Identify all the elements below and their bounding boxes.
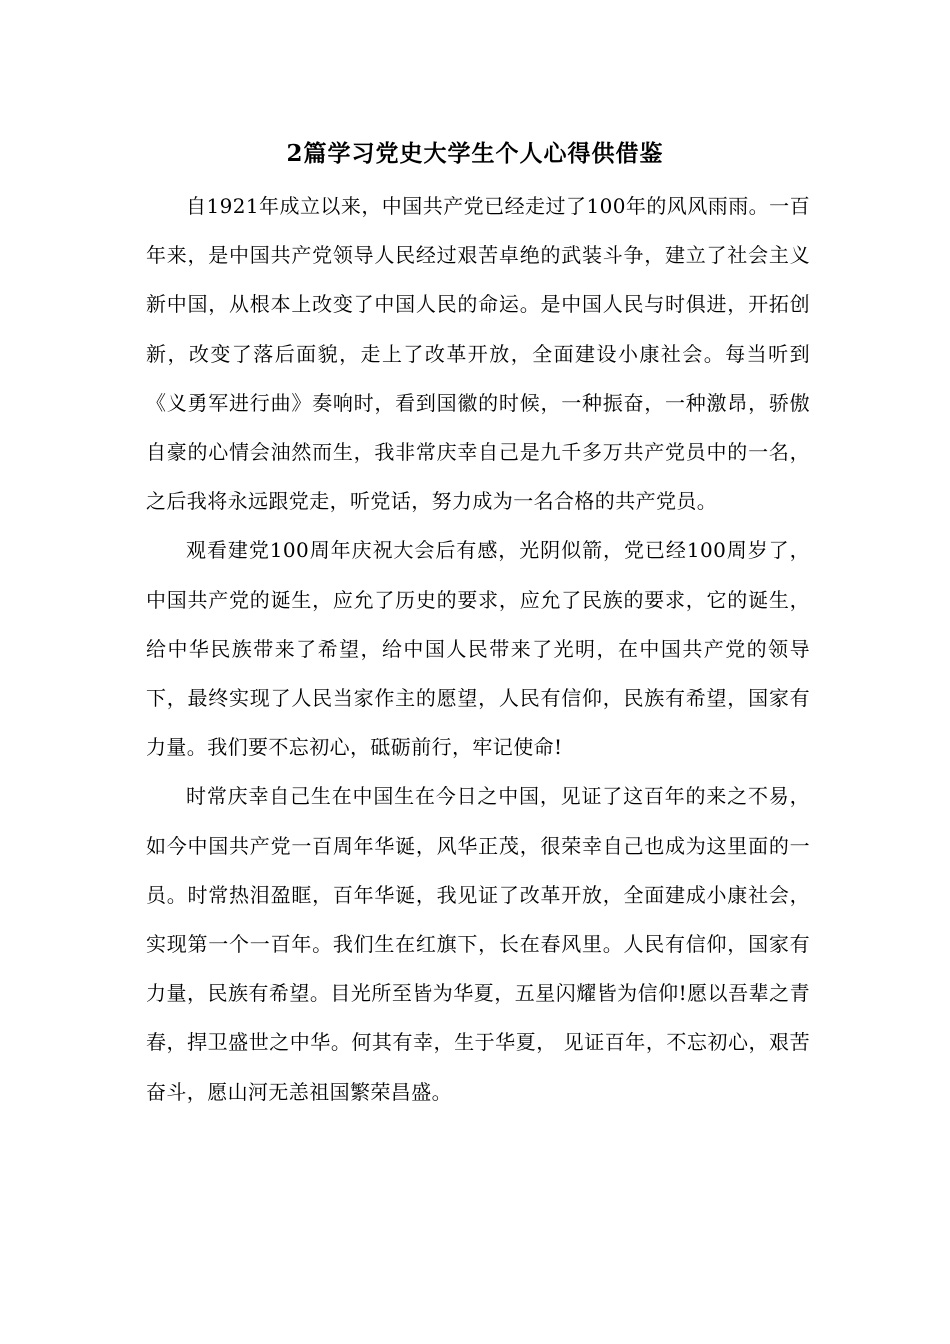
paragraph-2: 观看建党100周年庆祝大会后有感，光阴似箭，党已经100周岁了，中国共产党的诞生，应允了历史的要求，应允了民族的要求，它的诞生，给中华民族带来了希望，给中国人民带来了光明，在中国共产党的领导下，最终实现了人民当家作主的愿望，人民有信仰，民族有希望，国家有力量。我们要不忘初心，砥砺前行，牢记使命! (146, 538, 810, 760)
document-title: 2篇学习党史大学生个人心得供借鉴 (286, 140, 664, 167)
paragraph-3: 时常庆幸自己生在中国生在今日之中国，见证了这百年的来之不易，如今中国共产党一百周年华诞，风华正茂，很荣幸自己也成为这里面的一员。时常热泪盈眶，百年华诞，我见证了改革开放，全面建成小康社会，实现第一个一百年。我们生在红旗下，长在春风里。人民有信仰，国家有力量，民族有希望。目光所至皆为华夏，五星闪耀皆为信仰!愿以吾辈之青春，捍卫盛世之中华。何其有幸，生于华夏， 见证百年，不忘初心，艰苦奋斗，愿山河无恙祖国繁荣昌盛。 (146, 784, 810, 1104)
paragraph-1: 自1921年成立以来，中国共产党已经走过了100年的风风雨雨。一百年来，是中国共产党领导人民经过艰苦卓绝的武装斗争，建立了社会主义新中国，从根本上改变了中国人民的命运。是中国人民与时俱进，开拓创新，改变了落后面貌，走上了改革开放，全面建设小康社会。每当听到《义勇军进行曲》奏响时，看到国徽的时候，一种振奋，一种激昂，骄傲自豪的心情会油然而生，我非常庆幸自己是九千多万共产党员中的一名，之后我将永远跟党走，听党话，努力成为一名合格的共产党员。 (146, 194, 810, 514)
document-body (146, 182, 810, 1117)
